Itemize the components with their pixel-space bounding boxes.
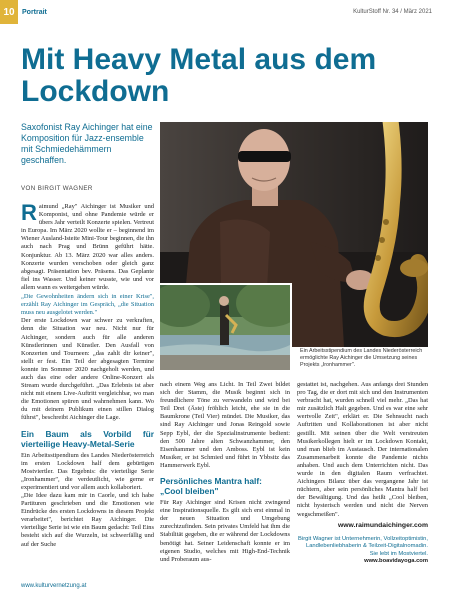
footer-url[interactable]: www.kulturvernetzung.at xyxy=(21,583,87,589)
paragraph: Der erste Lockdown war schwer zu verkraften, denn die Situation war neu. Nicht nur für Aichinger, sondern auch für alle anderen Künstlerinnen und Künstler. Den Ausfall von Konzerten und Tourneen: „das zahlt dir keiner", stellt er fest. Ein Teil der abgesagten Termine konnte im Sommer 2020 nachgeholt werden, und auch das eine oder andere Online-Konzert als Stream wurde durchgeführt. „Das Erlebnis ist aber nicht mit einem Live-Auftritt vergleichbar, wo man die Emotionen spüren und wahrnehmen kann. Wo du mit deinem Publikum einen stillen Dialog führst", beschreibt Aichinger die Lage. xyxy=(21,317,154,422)
subheading: Ein Baum als Vorbild für vierteilige Heavy-Metal-Serie xyxy=(21,428,154,449)
headline: Mit Heavy Metal aus dem Lockdown xyxy=(21,43,377,108)
website-link[interactable]: www.raimundaichinger.com xyxy=(337,521,428,529)
subheading-line-1: Persönliches Mantra half: xyxy=(160,476,262,487)
small-photo xyxy=(158,283,292,372)
author-website-link[interactable]: www.boavidayoga.com xyxy=(364,557,428,564)
section-rubric: Portrait xyxy=(22,9,47,16)
issue-label: KulturStoff Nr. 34 / März 2021 xyxy=(353,9,432,15)
byline: VON BIRGIT WAGNER xyxy=(21,185,93,192)
drop-cap: R xyxy=(21,200,37,225)
author-bio-text: Birgit Wagner ist Unternehmerin, Vollzeitoptimistin, Landlebenliebhaberin & Teilzeit-Digitalnomadin. Sie lebt im Mostviertel. xyxy=(298,535,428,557)
author-bio xyxy=(297,536,428,566)
saxophonist-riverside-image xyxy=(160,285,290,370)
page-header xyxy=(0,0,450,24)
page-number: 10 xyxy=(0,0,18,24)
subheading-line-2: „Cool bleiben" xyxy=(160,486,219,497)
article-column-3 xyxy=(297,381,428,565)
subheading xyxy=(160,476,290,496)
photo-caption: Ein Arbeitsstipendium des Landes Niederösterreich ermöglichte Ray Aichinger die Umsetzung seines Projekts „Ironhammer". xyxy=(300,348,423,368)
lead-text: Saxofonist Ray Aichinger hat eine Komposition für Jazz-ensemble mit Schmiedehämmern geschaffen. xyxy=(21,122,153,165)
paragraph: nach einem Weg ans Licht. In Teil Zwei bildet sich der Stamm, die Musik beginnt sich in freundlichere Töne zu verwandeln und wird bei Teil Drei (Äste) fröhlich leicht, ehe sie in die Baumkrone (Teil Vier) mündet. Die Musiker, das sind Ray Aichinger und Jonas Reingold sowie Sepp Eybl, der die Spezialinstrumente bedient: den 500 Jahre alten Schwanzhammer, den Eisenhammer und den Amboss. Eybl ist kein Musiker, er ist Schmied und führt in Ybbsitz das Hammerwerk Eybl. xyxy=(160,381,290,469)
paragraph: aimund „Ray" Aichinger ist Musiker und Komponist, und ohne Pandemie würde er übers Jahr verteilt Konzerte spielen. Vertreut in Europa. Im März 2020 wollte er – beginnend im Wiener Ausland-Isteite Mini-Tour beginnen, die ihn auch nach Prag und Brünn geführt hätte. Konjunktur. Ab 13. März 2020 war alles anders. Konzerte wurden verschoben oder gleich ganz abgesagt. Präsentation bev. Präsens. Das Geplante fiel ins Wasser. Und keiner wusste, wie und vor allem wann es weitergehen würde. xyxy=(21,203,154,291)
paragraph: Ein Arbeitsstipendium des Landes Niederösterreich im ersten Lockdown half dem gebürtigen Mostviertler. Das Ergebnis: die vierteilige Serie „Ironhammer", die verdeutlicht, wie gerne er experimentiert und vor allem auch kollaboriert. xyxy=(21,451,154,491)
pull-quote: „Die Gewohnheiten ändern sich in einer Krise", erzählt Ray Aichinger im Gespräch, „die Situation muss neu ausgelotet werden." xyxy=(21,293,154,317)
article-column-2 xyxy=(160,381,290,564)
paragraph: gestattet ist, nachgehen. Aus anfangs drei Stunden pro Tag, die er dort mit sich und den Instrumenten verbracht hat, wurden schnell viel mehr. „Das hat mir zusätzlich Halt gegeben. Und es war eine sehr wertvolle Zeit", erklärt er. Die Sehnsucht nach Auftritten und Kollaborationen ist aber nicht gestillt. Mit seinen über die Welt verstreuten Musikerkollegen hielt er im Lockdown Kontakt, und man blieb im Austausch. Der internationalen Zusammenarbeit konnte die Pandemie nichts anhaben. Und auch dem Unterrichten nicht. Das wurde in den digitalen Raum verfrachtet. Aichingers Bilanz über das vergangene Jahr ist nüchtern, aber sein persönliches Mantra half bei der Bewältigung. Und das heißt „Cool bleiben, nicht hysterisch werden und nicht die Nerven wegschmeißen". xyxy=(297,381,428,518)
paragraph: Für Ray Aichinger sind Krisen nicht zwingend eine Inspirationsquelle. Es gilt sich erst einmal in der neuen Situation und Umgebung zurechtzufinden. Sein privates Umfeld hat ihm die Stabilität gegeben, die er während der Lockdowns benötigt hat. Seiner Leidenschaft konnte er im eigenen Studio, welches mit High-End-Technik und Proberaum aus- xyxy=(160,499,290,563)
paragraph: „Die Idee dazu kam mir in Caorle, und ich habe Partituren geschrieben und die Emotionen wie Eindrücke des ersten Lockdowns in diesem Projekt verarbeitet", berichtet Ray Aichinger. Die vierteilige Serie ist wie ein Baum gedacht: Teil Eins besteht sich auf die Wurzeln, ist schwerfällig und auf der Suche xyxy=(21,492,154,548)
article-column-1 xyxy=(21,200,154,549)
